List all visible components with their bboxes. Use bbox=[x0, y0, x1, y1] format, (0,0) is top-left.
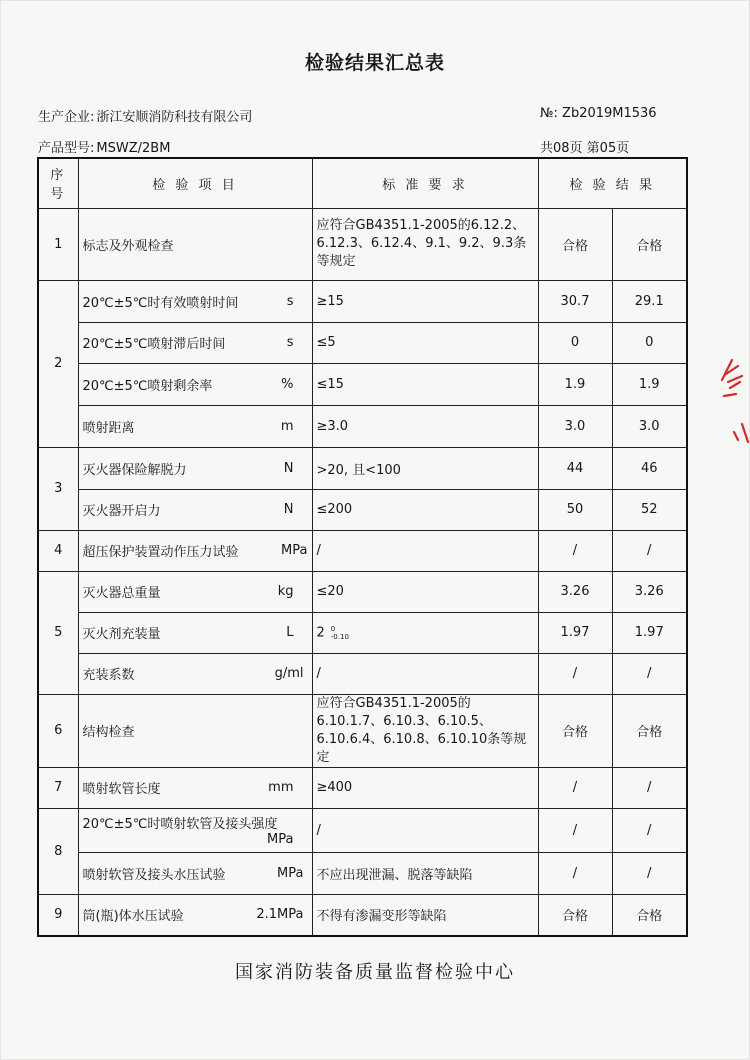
standard-cell: 不得有渗漏变形等缺陷 bbox=[312, 894, 538, 936]
item-name: 喷射软管长度 bbox=[82, 782, 161, 797]
result-sample-1: 30.7 bbox=[538, 280, 612, 322]
standard-cell: 不应出现泄漏、脱落等缺陷 bbox=[312, 852, 538, 894]
result-sample-1: 合格 bbox=[538, 694, 612, 767]
table-row bbox=[38, 571, 687, 612]
result-sample-2: 3.0 bbox=[612, 405, 687, 447]
result-sample-2: / bbox=[612, 653, 687, 694]
company-label: 生产企业: bbox=[38, 110, 95, 125]
standard-cell: >20, 且<100 bbox=[312, 447, 538, 489]
tolerance bbox=[331, 625, 349, 641]
item-unit: MPa bbox=[281, 543, 308, 558]
item-cell bbox=[78, 363, 312, 405]
item-name: 结构检查 bbox=[82, 725, 135, 740]
result-sample-2: 1.97 bbox=[612, 612, 687, 653]
row-number: 4 bbox=[38, 530, 78, 571]
col-header-standard: 标 准 要 求 bbox=[312, 158, 538, 208]
item-unit: N bbox=[283, 460, 294, 476]
result-sample-1: 3.26 bbox=[538, 571, 612, 612]
item-cell bbox=[78, 405, 312, 447]
table-row bbox=[38, 530, 687, 571]
item-unit: L bbox=[286, 625, 294, 640]
item-cell bbox=[78, 653, 312, 694]
result-sample-1: / bbox=[538, 530, 612, 571]
company-line bbox=[38, 106, 252, 125]
item-unit: N bbox=[283, 502, 294, 517]
table-row bbox=[38, 489, 687, 530]
row-number: 7 bbox=[38, 767, 78, 808]
row-number: 6 bbox=[38, 694, 78, 767]
item-name: 灭火器总重量 bbox=[82, 586, 161, 601]
result-sample-2: 46 bbox=[612, 447, 687, 489]
table-row bbox=[38, 767, 687, 808]
item-name: 充装系数 bbox=[82, 668, 135, 683]
tolerance-lower: -0.10 bbox=[330, 632, 349, 641]
result-sample-2: 3.26 bbox=[612, 571, 687, 612]
table-row bbox=[38, 894, 687, 936]
col-header-no: 序号 bbox=[38, 158, 78, 208]
item-name: 20℃±5℃喷射剩余率 bbox=[82, 378, 213, 394]
model-line bbox=[38, 137, 170, 156]
result-sample-2: 合格 bbox=[612, 894, 687, 936]
item-cell bbox=[78, 530, 312, 571]
standard-cell: ≤200 bbox=[312, 489, 538, 530]
item-cell bbox=[78, 489, 312, 530]
company-name: 浙江安顺消防科技有限公司 bbox=[96, 110, 253, 125]
standard-cell: ≥400 bbox=[312, 767, 538, 808]
standard-cell: 应符合GB4351.1-2005的6.12.2、6.12.3、6.12.4、9.1、9.2、9.3条等规定 bbox=[312, 208, 538, 280]
result-sample-1: 1.97 bbox=[538, 612, 612, 653]
standard-cell: ≥3.0 bbox=[312, 405, 538, 447]
standard-cell: / bbox=[312, 653, 538, 694]
item-cell bbox=[78, 612, 312, 653]
issuer-footer: 国家消防装备质量监督检验中心 bbox=[235, 962, 515, 983]
result-sample-1: / bbox=[538, 767, 612, 808]
results-table bbox=[37, 157, 688, 937]
item-unit: % bbox=[281, 376, 294, 392]
table-row bbox=[38, 852, 687, 894]
result-sample-2: / bbox=[612, 852, 687, 894]
result-sample-1: 合格 bbox=[538, 208, 612, 280]
table-header-row bbox=[38, 158, 687, 208]
item-name: 20℃±5℃时喷射软管及接头强度 bbox=[82, 817, 278, 832]
page-title: 检验结果汇总表 bbox=[304, 52, 445, 74]
item-name: 20℃±5℃时有效喷射时间 bbox=[82, 295, 239, 311]
result-sample-2: 52 bbox=[612, 489, 687, 530]
item-name: 20℃±5℃喷射滞后时间 bbox=[82, 337, 226, 352]
item-cell bbox=[78, 322, 312, 363]
result-sample-1: 0 bbox=[538, 322, 612, 363]
item-unit: 2.1MPa bbox=[256, 907, 304, 923]
standard-value: 2 bbox=[316, 625, 325, 640]
standard-cell: ≥15 bbox=[312, 280, 538, 322]
model-value: MSWZ/2BM bbox=[96, 141, 171, 156]
table-row bbox=[38, 363, 687, 405]
item-cell bbox=[78, 767, 312, 808]
result-sample-1: 3.0 bbox=[538, 405, 612, 447]
item-name: 标志及外观检查 bbox=[82, 238, 174, 254]
result-sample-1: 50 bbox=[538, 489, 612, 530]
table-row bbox=[38, 405, 687, 447]
standard-cell: ≤20 bbox=[312, 571, 538, 612]
report-number: №: Zb2019M1536 bbox=[540, 106, 657, 121]
standard-cell: / bbox=[312, 808, 538, 852]
red-seal-fragment bbox=[718, 352, 750, 462]
item-cell bbox=[78, 571, 312, 612]
row-number: 9 bbox=[38, 894, 78, 936]
item-cell bbox=[78, 694, 312, 767]
item-name: 喷射距离 bbox=[82, 420, 135, 436]
table-row bbox=[38, 694, 687, 767]
page-count: 共08页 第05页 bbox=[540, 141, 630, 156]
result-sample-2: 1.9 bbox=[612, 363, 687, 405]
col-header-item: 检 验 项 目 bbox=[78, 158, 312, 208]
standard-cell: ≤5 bbox=[312, 322, 538, 363]
row-number: 8 bbox=[38, 808, 78, 894]
result-sample-1: 合格 bbox=[538, 894, 612, 936]
standard-cell: 应符合GB4351.1-2005的6.10.1.7、6.10.3、6.10.5、6.10.6.4、6.10.8、6.10.10条等规定 bbox=[312, 694, 538, 767]
item-unit: kg bbox=[277, 584, 294, 599]
item-cell bbox=[78, 852, 312, 894]
item-cell bbox=[78, 808, 312, 852]
item-name: 灭火剂充装量 bbox=[82, 627, 161, 642]
item-name: 灭火器开启力 bbox=[82, 504, 161, 519]
item-name: 灭火器保险解脱力 bbox=[82, 462, 187, 478]
item-unit: MPa bbox=[267, 832, 294, 847]
item-unit: m bbox=[280, 418, 294, 434]
item-name: 筒(瓶)体水压试验 bbox=[82, 909, 184, 925]
tolerance-upper: 0 bbox=[330, 624, 336, 633]
standard-cell: / bbox=[312, 530, 538, 571]
item-unit: MPa bbox=[277, 865, 304, 881]
item-cell bbox=[78, 894, 312, 936]
item-cell bbox=[78, 280, 312, 322]
table-row bbox=[38, 653, 687, 694]
row-number: 3 bbox=[38, 447, 78, 530]
result-sample-1: 44 bbox=[538, 447, 612, 489]
table-row bbox=[38, 808, 687, 852]
item-name: 超压保护装置动作压力试验 bbox=[82, 545, 239, 560]
item-name: 喷射软管及接头水压试验 bbox=[82, 867, 226, 883]
row-number: 2 bbox=[38, 280, 78, 447]
table-row bbox=[38, 280, 687, 322]
item-cell bbox=[78, 208, 312, 280]
item-unit: s bbox=[286, 335, 294, 350]
table-row bbox=[38, 208, 687, 280]
result-sample-2: 29.1 bbox=[612, 280, 687, 322]
result-sample-2: / bbox=[612, 530, 687, 571]
item-unit: s bbox=[286, 293, 294, 309]
result-sample-1: / bbox=[538, 852, 612, 894]
table-row bbox=[38, 447, 687, 489]
item-unit: g/ml bbox=[274, 666, 304, 681]
table-row bbox=[38, 322, 687, 363]
result-sample-2: / bbox=[612, 808, 687, 852]
result-sample-1: / bbox=[538, 808, 612, 852]
result-sample-2: 合格 bbox=[612, 208, 687, 280]
result-sample-2: / bbox=[612, 767, 687, 808]
col-header-result: 检 验 结 果 bbox=[538, 158, 687, 208]
result-sample-2: 合格 bbox=[612, 694, 687, 767]
row-number: 5 bbox=[38, 571, 78, 694]
standard-cell bbox=[312, 612, 538, 653]
model-label: 产品型号: bbox=[38, 141, 95, 156]
result-sample-1: / bbox=[538, 653, 612, 694]
item-unit: mm bbox=[268, 780, 294, 795]
result-sample-2: 0 bbox=[612, 322, 687, 363]
table-row bbox=[38, 612, 687, 653]
standard-cell: ≤15 bbox=[312, 363, 538, 405]
result-sample-1: 1.9 bbox=[538, 363, 612, 405]
row-number: 1 bbox=[38, 208, 78, 280]
item-cell bbox=[78, 447, 312, 489]
